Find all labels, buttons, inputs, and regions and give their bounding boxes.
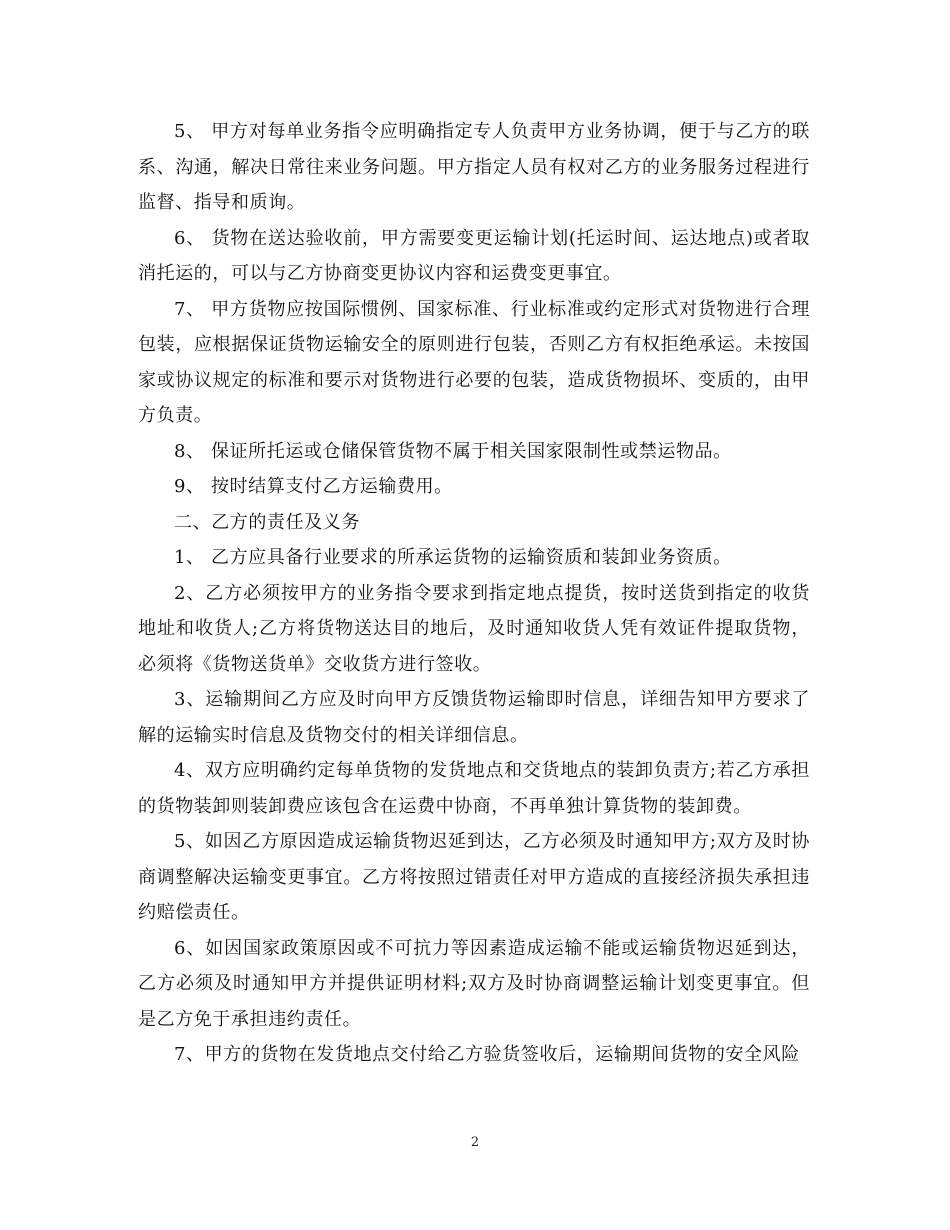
paragraph-party-b-2: 2、乙方必须按甲方的业务指令要求到指定地点提货，按时送货到指定的收货地址和收货人;乙方将货物送达目的地后，及时通知收货人凭有效证件提取货物，必须将《货物送货单》交收货方进行签收。	[138, 582, 810, 675]
paragraph-party-b-6: 6、如因国家政策原因或不可抗力等因素造成运输不能或运输货物迟延到达，乙方必须及时通知甲方并提供证明材料;双方及时协商调整运输计划变更事宜。但是乙方免于承担违约责任。	[138, 937, 810, 1030]
paragraph-party-a-8: 8、 保证所托运或仓储保管货物不属于相关国家限制性或禁运物品。	[174, 440, 732, 462]
paragraph-party-b-1: 1、 乙方应具备行业要求的所承运货物的运输资质和装卸业务资质。	[174, 547, 732, 568]
paragraph-party-a-6: 6、 货物在送达验收前，甲方需要变更运输计划(托运时间、运达地点)或者取消托运的，可以与乙方协商变更协议内容和运费变更事宜。	[138, 227, 810, 284]
paragraph-party-b-4: 4、双方应明确约定每单货物的发货地点和交货地点的装卸负责方;若乙方承担的货物装卸则装卸费应该包含在运费中协商，不再单独计算货物的装卸费。	[138, 760, 810, 817]
document-body	[138, 114, 810, 1073]
page-number: 2	[470, 1135, 480, 1150]
paragraph-party-b-5: 5、如因乙方原因造成运输货物迟延到达，乙方必须及时通知甲方;双方及时协商调整解决运输变更事宜。乙方将按照过错责任对甲方造成的直接经济损失承担违约赔偿责任。	[138, 831, 810, 923]
paragraph-party-b-3: 3、运输期间乙方应及时向甲方反馈货物运输即时信息，详细告知甲方要求了解的运输实时信息及货物交付的相关详细信息。	[138, 689, 810, 746]
paragraph-party-a-9: 9、 按时结算支付乙方运输费用。	[174, 476, 453, 497]
paragraph-party-a-5: 5、 甲方对每单业务指令应明确指定专人负责甲方业务协调，便于与乙方的联系、沟通，解决日常往来业务问题。甲方指定人员有权对乙方的业务服务过程进行监督、指导和质询。	[138, 121, 810, 213]
paragraph-party-b-7: 7、甲方的货物在发货地点交付给乙方验货签收后，运输期间货物的安全风险	[174, 1044, 800, 1065]
section-heading-party-b: 二、乙方的责任及义务	[174, 511, 360, 533]
paragraph-party-a-7: 7、 甲方货物应按国际惯例、国家标准、行业标准或约定形式对货物进行合理包装，应根据保证货物运输安全的原则进行包装，否则乙方有权拒绝承运。未按国家或协议规定的标准和要示对货物进行必要的包装，造成货物损坏、变质的，由甲方负责。	[138, 298, 810, 426]
